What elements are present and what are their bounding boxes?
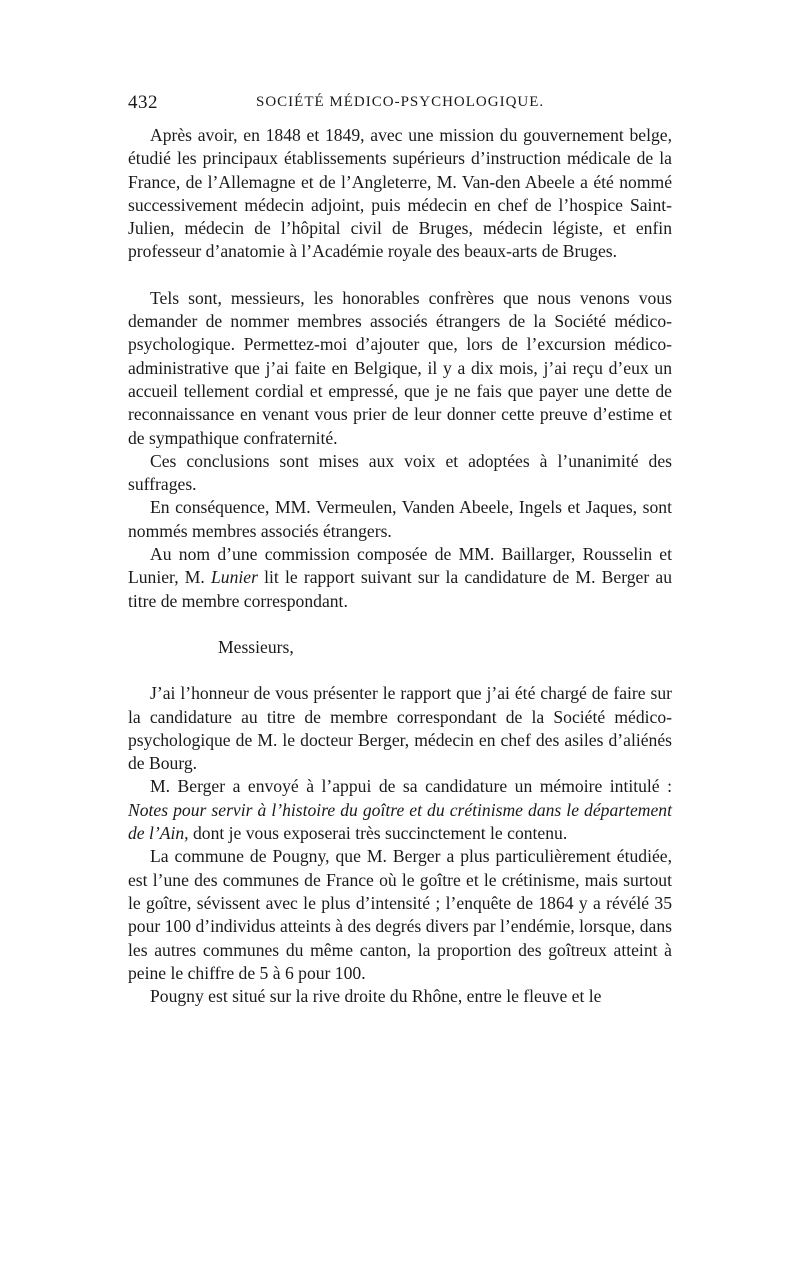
paragraph-report-intro: J’ai l’honneur de vous présenter le rapport que j’ai été chargé de faire sur la candidature au titre de membre correspondant de la Société médico-psychologique de M. le docteur Berger, médecin en chef des asiles d’aliénés de Bourg.	[128, 683, 672, 774]
paragraph-conclusion: Tels sont, messieurs, les honorables confrères que nous venons vous demander de nommer membres associés étrangers de la Société médico-psychologique. Permettez-moi d’ajouter que, lors de l’excursion médico-administrative que j’ai faite en Belgique, il y a dix mois, j’ai reçu d’eux un accueil tellement cordial et empressé, que je ne fais que payer une dette de reconnaissance en venant vous prier de leur donner cette preuve d’estime et de sympathique confraternité.	[128, 287, 672, 448]
paragraph-vote: Ces conclusions sont mises aux voix et adoptées à l’unanimité des suffrages.	[128, 450, 672, 495]
body-text	[128, 124, 672, 1008]
paragraph-commission	[128, 543, 672, 613]
memoir-text-end: dont je vous exposerai très succinctement le contenu.	[188, 823, 568, 844]
paragraph-pougny-survey: La commune de Pougny, que M. Berger a plus particulièrement étudiée, est l’une des communes de France où le goître et le crétinisme, mais surtout le goître, sévissent avec le plus d’intensité ; l’enquête de 1864 y a révélé 35 pour 100 d’individus atteints à des degrés divers par l’endémie, lorsque, dans les autres communes du même canton, la proportion des goîtreux atteint à peine le chiffre de 5 à 6 pour 100.	[128, 846, 672, 983]
memoir-text-start: M. Berger a envoyé à l’appui de sa candidature un mémoire intitulé :	[150, 776, 672, 797]
memoir-title: Notes pour servir à l’histoire du goître et du crétinisme dans le département de l’Ain,	[128, 799, 672, 844]
paragraph-nominations: En conséquence, MM. Vermeulen, Vanden Abeele, Ingels et Jaques, sont nommés membres associés étrangers.	[128, 497, 672, 541]
commission-text-end: lit le rapport suivant sur la candidature de M. Berger au titre de membre correspondant.	[128, 567, 672, 611]
running-head: SOCIÉTÉ MÉDICO-PSYCHOLOGIQUE.	[256, 94, 545, 110]
salutation: Messieurs,	[218, 636, 294, 657]
paragraph-pougny-location: Pougny est situé sur la rive droite du Rhône, entre le fleuve et le	[150, 986, 602, 1007]
commission-text-start: Au nom d’une commission composée de MM. Baillarger, Rousselin et Lunier, M.	[128, 544, 672, 588]
reporter-name: Lunier	[211, 567, 258, 588]
paragraph-memoir	[128, 775, 672, 845]
paragraph-van-den-abeele: Après avoir, en 1848 et 1849, avec une mission du gouvernement belge, étudié les principaux établissements supérieurs d’instruction médicale de la France, de l’Allemagne et de l’Angleterre, M. Van-den Abeele a été nommé successivement médecin adjoint, puis médecin en chef de l’hospice Saint-Julien, médecin de l’hôpital civil de Bruges, médecin légiste, et enfin professeur d’anatomie à l’Académie royale des beaux-arts de Bruges.	[128, 125, 672, 262]
page-header	[128, 92, 678, 118]
page-number: 432	[128, 92, 158, 113]
